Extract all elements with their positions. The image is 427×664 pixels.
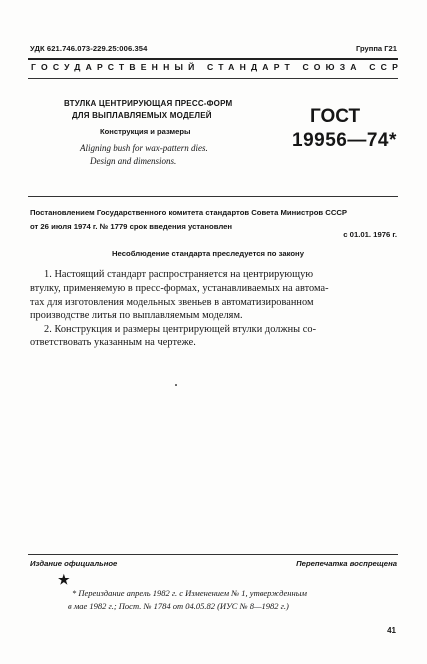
- gost-number: 19956—74*: [292, 130, 397, 151]
- effective-date: с 01.01. 1976 г.: [343, 230, 397, 239]
- top-rule: [28, 58, 398, 60]
- paragraph-2-line-1: 2. Конструкция и размеры центрирующей втулки должны со-: [44, 324, 317, 335]
- reissue-note-line-2: в мае 1982 г.; Пост. № 1784 от 04.05.82 (ИУС № 8—1982 г.): [68, 601, 289, 611]
- title-line-2: ДЛЯ ВЫПЛАВЛЯЕМЫХ МОДЕЛЕЙ: [72, 111, 212, 120]
- paragraph-2-line-2: ответствовать указанным на чертеже.: [30, 337, 196, 348]
- subtitle: Конструкция и размеры: [100, 127, 191, 136]
- udk-code: УДК 621.746.073-229.25:006.354: [30, 44, 148, 53]
- section-rule: [28, 196, 398, 197]
- print-speck: [175, 384, 177, 386]
- reissue-note-line-1: * Переиздание апрель 1982 г. с Изменением № 1, утвержденным: [72, 588, 307, 598]
- paragraph-1-line-2: втулку, применяемую в пресс-формах, устанавливаемых на автома-: [30, 283, 329, 294]
- violation-note: Несоблюдение стандарта преследуется по закону: [112, 249, 304, 258]
- english-title-line-1: Aligning bush for wax-pattern dies.: [80, 143, 208, 153]
- title-line-1: ВТУЛКА ЦЕНТРИРУЮЩАЯ ПРЕСС-ФОРМ: [64, 99, 233, 108]
- paragraph-1-line-1: 1. Настоящий стандарт распространяется на центрирующую: [44, 269, 314, 280]
- english-title-line-2: Design and dimensions.: [90, 156, 177, 166]
- standard-header: ГОСУДАРСТВЕННЫЙ СТАНДАРТ СОЮЗА ССР: [31, 62, 404, 72]
- decree-line-1: Постановлением Государственного комитета стандартов Совета Министров СССР: [30, 208, 348, 217]
- page-number: 41: [387, 626, 396, 635]
- gost-label: ГОСТ: [310, 106, 361, 127]
- footer-rule: [28, 554, 398, 555]
- paragraph-1-line-4: производстве литья по выплавляемым моделям.: [30, 310, 243, 321]
- header-rule: [28, 78, 398, 79]
- star-icon: ★: [58, 572, 70, 587]
- decree-line-2: от 26 июля 1974 г. № 1779 срок введения установлен: [30, 222, 233, 231]
- paragraph-1-line-3: тах для изготовления модельных звеньев в автоматизированном: [30, 297, 314, 308]
- group-code: Группа Г21: [355, 44, 397, 53]
- official-edition: Издание официальное: [30, 559, 118, 568]
- reprint-prohibited: Перепечатка воспрещена: [296, 559, 397, 568]
